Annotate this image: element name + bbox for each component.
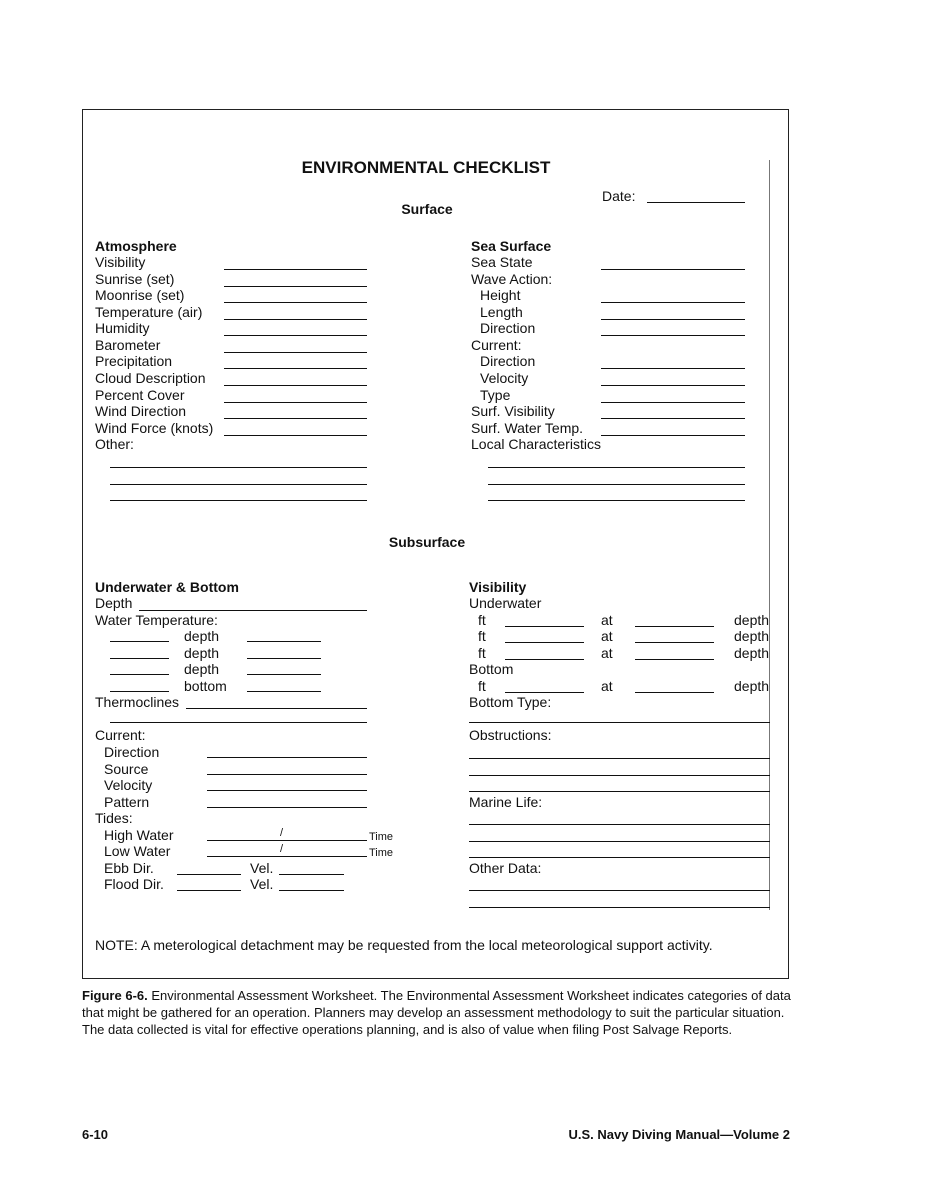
fill-in-line[interactable] — [186, 708, 367, 709]
fill-in-line[interactable] — [110, 484, 367, 485]
fill-in-line[interactable] — [469, 775, 770, 776]
field-label: Direction — [480, 353, 536, 369]
checklist-title: ENVIRONMENTAL CHECKLIST — [301, 158, 551, 177]
fill-in-line[interactable] — [505, 642, 584, 643]
fill-in-line[interactable] — [110, 500, 367, 501]
field-label: Precipitation — [95, 353, 173, 369]
group-heading: Atmosphere — [95, 238, 177, 254]
caption-text: Environmental Assessment Worksheet. The Environmental Assessment Worksheet indicates categories of data that might be gathered for an operation. Planners may develop an assessment methodology to suit the particular situation. The data collected is vital for effective operations planning, and is also of value when filing Post Salvage Reports. — [82, 988, 791, 1037]
group-heading: Visibility — [469, 579, 527, 595]
field-label: Temperature (air) — [95, 304, 203, 320]
field-label: Vel. — [250, 876, 274, 892]
field-label: depth — [734, 612, 770, 628]
fill-in-line[interactable] — [469, 857, 770, 858]
field-label: depth — [734, 678, 770, 694]
fill-in-line[interactable] — [601, 435, 745, 436]
fill-in-line[interactable] — [207, 790, 367, 791]
fill-in-line[interactable] — [469, 791, 770, 792]
fill-in-line[interactable] — [207, 807, 367, 808]
fill-in-line[interactable] — [224, 352, 367, 353]
date-label: Date: — [602, 188, 636, 204]
field-label: at — [601, 612, 613, 628]
fill-in-line[interactable] — [488, 484, 745, 485]
field-label: Wind Force (knots) — [95, 420, 214, 436]
fill-in-line[interactable] — [110, 674, 169, 675]
field-label: Moonrise (set) — [95, 287, 185, 303]
field-label: Tides: — [95, 810, 133, 826]
field-label: Length — [480, 304, 523, 320]
field-label: depth — [734, 628, 770, 644]
field-label: Ebb Dir. — [104, 860, 154, 876]
fill-in-line[interactable] — [110, 722, 367, 723]
field-label: depth — [184, 645, 220, 661]
field-label: Type — [480, 387, 511, 403]
fill-in-line[interactable] — [224, 302, 367, 303]
fill-in-line[interactable] — [177, 874, 241, 875]
field-label: Barometer — [95, 337, 161, 353]
group-heading: Sea Surface — [471, 238, 552, 254]
field-label: Direction — [480, 320, 536, 336]
fill-in-line[interactable] — [601, 418, 745, 419]
fill-in-line[interactable] — [207, 840, 367, 841]
fill-in-line[interactable] — [505, 626, 584, 627]
figure-caption — [82, 987, 792, 1038]
field-label: depth — [734, 645, 770, 661]
page-number: 6-10 — [82, 1127, 109, 1142]
fill-in-line[interactable] — [279, 874, 344, 875]
fill-in-line[interactable] — [601, 335, 745, 336]
fill-in-line[interactable] — [110, 691, 169, 692]
fill-in-line[interactable] — [224, 418, 367, 419]
fill-in-line[interactable] — [488, 500, 745, 501]
fill-in-line[interactable] — [224, 435, 367, 436]
field-label: Surf. Visibility — [471, 403, 555, 419]
fill-in-line[interactable] — [110, 467, 367, 468]
fill-in-line[interactable] — [635, 626, 714, 627]
field-label: Bottom Type: — [469, 694, 552, 710]
field-label: Obstructions: — [469, 727, 552, 743]
fill-in-line[interactable] — [601, 302, 745, 303]
field-label: Low Water — [104, 843, 171, 859]
fill-in-line[interactable] — [469, 890, 770, 891]
fill-in-line[interactable] — [505, 659, 584, 660]
fill-in-line[interactable] — [601, 368, 745, 369]
group-heading: Underwater & Bottom — [95, 579, 239, 595]
field-label: Other: — [95, 436, 134, 452]
fill-in-line[interactable] — [224, 368, 367, 369]
fill-in-line[interactable] — [247, 691, 321, 692]
field-label: High Water — [104, 827, 174, 843]
figure-number: Figure 6-6. — [82, 988, 148, 1003]
field-label: Cloud Description — [95, 370, 206, 386]
fill-in-line[interactable] — [224, 385, 367, 386]
fill-in-line[interactable] — [247, 641, 321, 642]
fill-in-line[interactable] — [279, 890, 344, 891]
fill-in-line[interactable] — [635, 692, 714, 693]
field-label: Height — [480, 287, 521, 303]
section-heading: Subsurface — [388, 534, 466, 550]
time-label: Time — [369, 831, 394, 843]
fill-in-line[interactable] — [139, 610, 367, 611]
field-label: at — [601, 645, 613, 661]
field-label: Pattern — [104, 794, 150, 810]
fill-in-line[interactable] — [469, 841, 770, 842]
field-label: depth — [184, 661, 220, 677]
fill-in-line[interactable] — [469, 824, 770, 825]
fill-in-line[interactable] — [488, 467, 745, 468]
slash: / — [280, 827, 284, 839]
fill-in-line[interactable] — [469, 758, 770, 759]
field-label: Water Temperature: — [95, 612, 218, 628]
field-label: depth — [184, 628, 220, 644]
field-label: Wave Action: — [471, 271, 553, 287]
field-label: Sea State — [471, 254, 533, 270]
fill-in-line[interactable] — [207, 856, 367, 857]
field-label: ft — [478, 628, 486, 644]
field-label: Direction — [104, 744, 160, 760]
fill-in-line[interactable] — [601, 269, 745, 270]
fill-in-line[interactable] — [469, 907, 770, 908]
field-label: Velocity — [480, 370, 529, 386]
field-label: Current: — [471, 337, 522, 353]
field-label: Source — [104, 761, 149, 777]
fill-in-line[interactable] — [207, 774, 367, 775]
field-label: Sunrise (set) — [95, 271, 175, 287]
fill-in-line[interactable] — [635, 642, 714, 643]
field-label: Humidity — [95, 320, 150, 336]
fill-in-line[interactable] — [224, 319, 367, 320]
fill-in-line[interactable] — [601, 385, 745, 386]
slash: / — [280, 843, 284, 855]
field-label: Visibility — [95, 254, 146, 270]
fill-in-line[interactable] — [207, 757, 367, 758]
fill-in-line[interactable] — [110, 658, 169, 659]
time-label: Time — [369, 847, 394, 859]
field-label: at — [601, 678, 613, 694]
field-label: ft — [478, 678, 486, 694]
field-label: Current: — [95, 727, 146, 743]
field-label: Velocity — [104, 777, 153, 793]
field-label: bottom — [184, 678, 227, 694]
fill-in-line[interactable] — [505, 692, 584, 693]
field-label: Local Characteristics — [471, 436, 601, 452]
fill-in-line[interactable] — [601, 402, 745, 403]
fill-in-line[interactable] — [224, 269, 367, 270]
field-label: Vel. — [250, 860, 274, 876]
fill-in-line[interactable] — [601, 319, 745, 320]
fill-in-line[interactable] — [635, 659, 714, 660]
fill-in-line[interactable] — [247, 658, 321, 659]
field-label: Surf. Water Temp. — [471, 420, 584, 436]
field-label: Percent Cover — [95, 387, 185, 403]
fill-in-line[interactable] — [177, 890, 241, 891]
fill-in-line[interactable] — [469, 722, 770, 723]
note: NOTE: A meterological detachment may be requested from the local meteorological support activity. — [95, 937, 713, 953]
field-label: at — [601, 628, 613, 644]
column-divider — [769, 160, 770, 910]
field-label: Other Data: — [469, 860, 542, 876]
fill-in-line[interactable] — [647, 202, 745, 203]
field-label: Bottom — [469, 661, 514, 677]
field-label: Flood Dir. — [104, 876, 164, 892]
field-label: ft — [478, 612, 486, 628]
field-label: ft — [478, 645, 486, 661]
section-heading: Surface — [401, 201, 453, 217]
field-label: Underwater — [469, 595, 542, 611]
fill-in-line[interactable] — [110, 641, 169, 642]
manual-title: U.S. Navy Diving Manual—Volume 2 — [568, 1127, 790, 1142]
field-label: Thermoclines — [95, 694, 180, 710]
field-label: Depth — [95, 595, 133, 611]
field-label: Wind Direction — [95, 403, 187, 419]
fill-in-line[interactable] — [247, 674, 321, 675]
fill-in-line[interactable] — [224, 402, 367, 403]
fill-in-line[interactable] — [224, 335, 367, 336]
field-label: Marine Life: — [469, 794, 543, 810]
fill-in-line[interactable] — [224, 286, 367, 287]
